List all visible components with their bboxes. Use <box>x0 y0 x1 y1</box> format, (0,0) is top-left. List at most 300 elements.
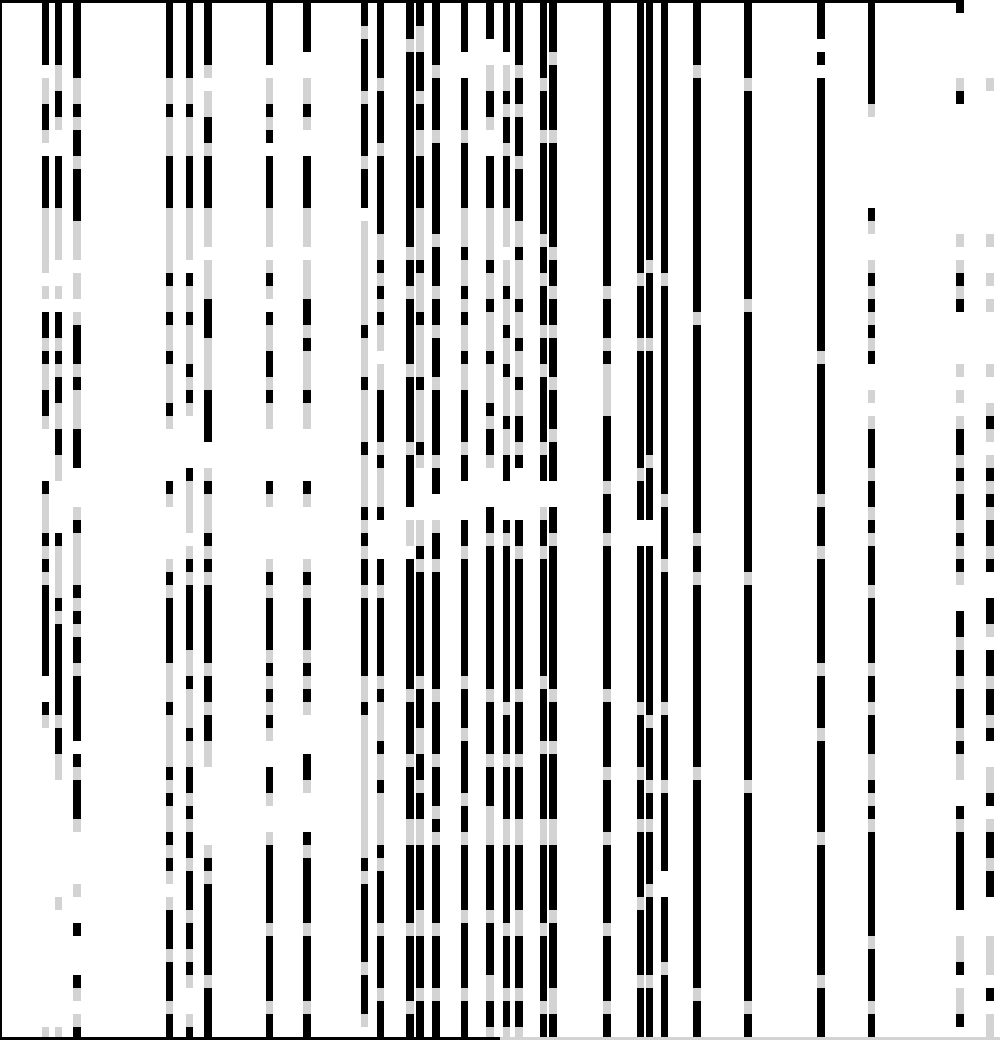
matrix-cell <box>956 247 964 260</box>
matrix-cell <box>42 572 49 585</box>
matrix-cell <box>956 494 964 520</box>
matrix-cell <box>661 273 668 286</box>
matrix-cell <box>661 962 668 975</box>
matrix-cell <box>416 676 424 689</box>
matrix-cell <box>186 312 193 325</box>
matrix-cell <box>42 351 49 364</box>
matrix-column <box>42 0 49 1040</box>
matrix-cell <box>817 559 825 650</box>
matrix-cell <box>646 468 653 520</box>
matrix-cell <box>986 520 994 546</box>
matrix-cell <box>503 767 510 819</box>
matrix-cell <box>416 312 424 325</box>
matrix-cell <box>416 260 424 273</box>
matrix-cell <box>377 845 384 858</box>
matrix-cell <box>204 338 212 390</box>
matrix-cell <box>377 312 384 325</box>
matrix-cell <box>303 325 311 338</box>
matrix-cell <box>55 546 62 598</box>
matrix-cell <box>42 390 49 416</box>
matrix-cell <box>266 793 273 806</box>
matrix-cell <box>986 312 994 364</box>
matrix-cell <box>540 1001 547 1014</box>
matrix-cell <box>540 78 547 91</box>
matrix-cell <box>515 650 523 689</box>
matrix-cell <box>986 559 994 572</box>
matrix-cell <box>486 117 494 130</box>
matrix-cell <box>377 988 384 1001</box>
matrix-cell <box>42 286 49 299</box>
matrix-cell <box>503 0 510 52</box>
matrix-cell <box>73 754 81 767</box>
matrix-cell <box>416 910 424 936</box>
matrix-cell <box>186 910 193 923</box>
matrix-cell <box>42 208 49 273</box>
matrix-cell <box>637 767 644 780</box>
matrix-cell <box>461 52 468 78</box>
matrix-cell <box>166 572 173 585</box>
matrix-cell <box>377 520 384 559</box>
matrix-cell <box>186 377 193 390</box>
matrix-cell <box>166 702 173 715</box>
matrix-cell <box>73 988 81 1001</box>
matrix-cell <box>303 260 311 299</box>
matrix-cell <box>42 481 49 494</box>
matrix-cell <box>73 897 81 923</box>
matrix-cell <box>186 923 193 949</box>
matrix-cell <box>515 169 523 208</box>
matrix-cell <box>186 676 193 689</box>
matrix-cell <box>868 715 875 754</box>
matrix-cell <box>73 273 81 299</box>
matrix-cell <box>432 377 440 390</box>
matrix-cell <box>55 351 62 364</box>
matrix-cell <box>549 533 557 546</box>
matrix-cell <box>361 520 368 533</box>
matrix-cell <box>693 533 701 546</box>
matrix-cell <box>416 546 424 559</box>
matrix-cell <box>540 832 547 845</box>
matrix-cell <box>303 845 311 858</box>
matrix-cell <box>868 598 875 650</box>
matrix-cell <box>266 663 273 676</box>
matrix-cell <box>693 650 701 767</box>
matrix-cell <box>432 325 440 338</box>
matrix-cell <box>166 325 173 351</box>
matrix-cell <box>406 650 414 689</box>
matrix-cell <box>377 507 384 520</box>
matrix-cell <box>986 91 994 208</box>
matrix-cell <box>266 130 273 143</box>
matrix-cell <box>204 78 212 91</box>
matrix-cell <box>204 442 212 468</box>
matrix-cell <box>73 676 81 741</box>
matrix-cell <box>956 273 964 286</box>
matrix-cell <box>868 546 875 585</box>
matrix-cell <box>868 273 875 286</box>
matrix-cell <box>377 0 384 78</box>
matrix-cell <box>416 390 424 416</box>
matrix-cell <box>956 91 964 104</box>
matrix-cell <box>986 975 994 988</box>
matrix-cell <box>266 702 273 715</box>
matrix-cell <box>186 975 193 988</box>
matrix-cell <box>303 117 311 130</box>
matrix-cell <box>661 559 668 572</box>
matrix-cell <box>266 728 273 741</box>
matrix-cell <box>55 403 62 429</box>
matrix-cell <box>266 559 273 572</box>
matrix-cell <box>303 793 311 832</box>
matrix-cell <box>55 299 62 312</box>
matrix-cell <box>166 364 173 403</box>
matrix-cell <box>204 481 212 494</box>
matrix-column <box>603 0 611 1040</box>
matrix-cell <box>55 156 62 208</box>
matrix-cell <box>303 689 311 702</box>
matrix-cell <box>406 299 414 364</box>
matrix-cell <box>549 0 557 52</box>
matrix-column <box>361 0 368 1040</box>
matrix-cell <box>868 1001 875 1014</box>
matrix-cell <box>204 247 212 260</box>
matrix-cell <box>416 455 424 468</box>
matrix-cell <box>744 585 752 650</box>
matrix-cell <box>744 780 752 793</box>
matrix-cell <box>986 858 994 871</box>
matrix-cell <box>646 455 653 468</box>
matrix-cell <box>515 208 523 221</box>
matrix-cell <box>486 845 494 910</box>
matrix-cell <box>986 598 994 624</box>
matrix-cell <box>956 416 964 429</box>
matrix-cell <box>432 923 440 936</box>
matrix-cell <box>817 650 825 663</box>
matrix-cell <box>361 39 368 91</box>
matrix-cell <box>461 845 468 910</box>
matrix-cell <box>486 806 494 832</box>
matrix-cell <box>377 299 384 312</box>
matrix-cell <box>515 312 523 338</box>
matrix-cell <box>204 91 212 117</box>
matrix-column <box>637 0 644 1040</box>
matrix-cell <box>515 702 523 754</box>
matrix-cell <box>486 299 494 312</box>
matrix-cell <box>637 546 644 650</box>
matrix-cell <box>55 897 62 910</box>
matrix-cell <box>186 208 193 260</box>
matrix-cell <box>461 260 468 286</box>
matrix-cell <box>637 702 644 715</box>
matrix-column <box>461 0 468 1040</box>
matrix-cell <box>42 676 49 702</box>
matrix-cell <box>166 559 173 572</box>
matrix-cell <box>377 793 384 845</box>
matrix-cell <box>503 208 510 247</box>
matrix-cell <box>956 286 964 299</box>
matrix-cell <box>416 754 424 780</box>
matrix-cell <box>986 689 994 715</box>
matrix-cell <box>486 832 494 845</box>
matrix-cell <box>540 416 547 442</box>
matrix-cell <box>693 65 701 78</box>
matrix-cell <box>817 663 825 676</box>
matrix-cell <box>73 390 81 429</box>
matrix-cell <box>186 767 193 793</box>
matrix-cell <box>377 325 384 351</box>
matrix-cell <box>166 351 173 364</box>
matrix-cell <box>986 273 994 286</box>
matrix-cell <box>377 143 384 156</box>
matrix-cell <box>986 819 994 832</box>
matrix-cell <box>646 988 653 1040</box>
matrix-cell <box>416 52 424 91</box>
matrix-cell <box>416 1001 424 1040</box>
matrix-cell <box>486 156 494 208</box>
matrix-cell <box>361 0 368 26</box>
matrix-cell <box>186 650 193 676</box>
matrix-cell <box>461 364 468 390</box>
matrix-cell <box>603 351 611 364</box>
matrix-cell <box>186 156 193 208</box>
matrix-cell <box>204 0 212 65</box>
matrix-cell <box>540 754 547 819</box>
matrix-cell <box>186 273 193 286</box>
matrix-cell <box>549 923 557 988</box>
matrix-cell <box>166 897 173 910</box>
matrix-cell <box>956 650 964 676</box>
matrix-cell <box>303 832 311 845</box>
matrix-cell <box>377 676 384 689</box>
matrix-column <box>55 0 62 1040</box>
matrix-cell <box>73 767 81 780</box>
matrix-cell <box>661 650 668 702</box>
matrix-cell <box>406 416 414 442</box>
matrix-cell <box>693 416 701 533</box>
matrix-cell <box>432 299 440 325</box>
matrix-cell <box>377 741 384 754</box>
matrix-cell <box>361 884 368 962</box>
matrix-cell <box>406 520 414 546</box>
matrix-cell <box>956 208 964 234</box>
matrix-cell <box>603 481 611 494</box>
matrix-cell <box>503 936 510 988</box>
matrix-cell <box>73 117 81 130</box>
matrix-cell <box>204 858 212 871</box>
matrix-cell <box>986 793 994 806</box>
matrix-cell <box>646 884 653 897</box>
matrix-cell <box>361 377 368 390</box>
matrix-cell <box>303 923 311 936</box>
matrix-cell <box>486 910 494 923</box>
matrix-cell <box>515 0 523 65</box>
matrix-cell <box>986 741 994 767</box>
matrix-cell <box>55 728 62 754</box>
matrix-cell <box>503 91 510 104</box>
matrix-column <box>486 0 494 1040</box>
matrix-cell <box>646 897 653 975</box>
matrix-cell <box>461 1001 468 1040</box>
matrix-cell <box>986 676 994 689</box>
matrix-cell <box>461 351 468 364</box>
matrix-cell <box>266 65 273 78</box>
matrix-cell <box>73 104 81 117</box>
matrix-cell <box>817 364 825 416</box>
matrix-cell <box>461 442 468 455</box>
matrix-cell <box>303 663 311 676</box>
matrix-column <box>266 0 273 1040</box>
matrix-cell <box>377 455 384 468</box>
matrix-cell <box>416 156 424 208</box>
matrix-cell <box>549 481 557 507</box>
matrix-column <box>817 0 825 1040</box>
matrix-cell <box>303 104 311 117</box>
matrix-cell <box>186 78 193 104</box>
matrix-cell <box>266 78 273 104</box>
matrix-cell <box>204 494 212 533</box>
matrix-cell <box>204 390 212 442</box>
matrix-cell <box>661 832 668 871</box>
matrix-cell <box>55 754 62 780</box>
matrix-cell <box>956 377 964 390</box>
matrix-cell <box>377 1001 384 1040</box>
matrix-cell <box>266 273 273 286</box>
matrix-cell <box>406 0 414 39</box>
matrix-cell <box>461 325 468 351</box>
matrix-cell <box>693 78 701 208</box>
matrix-cell <box>637 988 644 1040</box>
matrix-cell <box>432 234 440 247</box>
matrix-cell <box>986 806 994 819</box>
matrix-cell <box>549 208 557 247</box>
matrix-cell <box>868 299 875 312</box>
matrix-cell <box>361 156 368 169</box>
matrix-cell <box>266 143 273 156</box>
matrix-cell <box>266 156 273 208</box>
matrix-cell <box>540 273 547 286</box>
matrix-column <box>646 0 653 1040</box>
matrix-cell <box>540 819 547 832</box>
matrix-cell <box>986 377 994 403</box>
matrix-cell <box>637 338 644 351</box>
matrix-cell <box>416 689 424 728</box>
matrix-cell <box>432 832 440 845</box>
matrix-cell <box>503 364 510 377</box>
matrix-cell <box>186 104 193 117</box>
matrix-cell <box>266 286 273 299</box>
matrix-cell <box>361 455 368 507</box>
matrix-cell <box>186 1014 193 1027</box>
matrix-cell <box>266 585 273 598</box>
matrix-cell <box>73 520 81 533</box>
matrix-cell <box>432 819 440 832</box>
matrix-cell <box>986 442 994 455</box>
matrix-column <box>868 0 875 1040</box>
matrix-cell <box>266 299 273 312</box>
matrix-cell <box>868 390 875 403</box>
matrix-cell <box>956 689 964 728</box>
matrix-cell <box>266 351 273 377</box>
matrix-cell <box>416 0 424 26</box>
matrix-cell <box>266 507 273 559</box>
matrix-cell <box>73 221 81 260</box>
matrix-cell <box>956 728 964 741</box>
matrix-cell <box>744 91 752 208</box>
matrix-cell <box>503 819 510 832</box>
matrix-cell <box>303 676 311 689</box>
matrix-cell <box>486 468 494 507</box>
matrix-cell <box>432 689 440 702</box>
matrix-cell <box>361 442 368 455</box>
matrix-cell <box>503 52 510 65</box>
matrix-cell <box>303 78 311 104</box>
matrix-cell <box>986 897 994 936</box>
matrix-cell <box>42 546 49 559</box>
matrix-cell <box>503 520 510 533</box>
matrix-cell <box>661 416 668 494</box>
matrix-cell <box>303 247 311 260</box>
matrix-cell <box>361 338 368 377</box>
matrix-cell <box>303 403 311 429</box>
matrix-cell <box>204 533 212 546</box>
matrix-cell <box>744 1001 752 1014</box>
matrix-cell <box>204 468 212 481</box>
matrix-column <box>166 0 173 1040</box>
matrix-cell <box>540 286 547 325</box>
matrix-cell <box>73 468 81 507</box>
matrix-cell <box>461 676 468 689</box>
matrix-cell <box>361 221 368 325</box>
matrix-cell <box>603 546 611 650</box>
matrix-cell <box>361 91 368 104</box>
matrix-cell <box>817 0 825 39</box>
matrix-cell <box>303 494 311 507</box>
matrix-cell <box>55 130 62 156</box>
matrix-cell <box>42 104 49 130</box>
matrix-cell <box>377 234 384 260</box>
matrix-cell <box>693 988 701 1001</box>
matrix-cell <box>361 585 368 598</box>
matrix-cell <box>166 0 173 78</box>
matrix-cell <box>868 403 875 416</box>
matrix-cell <box>637 351 644 416</box>
matrix-cell <box>744 832 752 1001</box>
matrix-cell <box>515 910 523 936</box>
matrix-cell <box>166 793 173 806</box>
matrix-cell <box>956 806 964 819</box>
matrix-cell <box>186 117 193 156</box>
matrix-cell <box>868 780 875 793</box>
matrix-cell <box>406 377 414 416</box>
matrix-column <box>540 0 547 1040</box>
matrix-cell <box>817 507 825 546</box>
matrix-cell <box>204 975 212 988</box>
matrix-cell <box>515 559 523 650</box>
matrix-cell <box>406 702 414 754</box>
matrix-cell <box>42 416 49 429</box>
matrix-cell <box>549 650 557 689</box>
matrix-cell <box>461 481 468 520</box>
matrix-cell <box>637 780 644 819</box>
matrix-cell <box>540 247 547 273</box>
matrix-cell <box>637 910 644 975</box>
matrix-cell <box>817 832 825 845</box>
matrix-cell <box>266 325 273 351</box>
matrix-cell <box>661 897 668 962</box>
matrix-cell <box>515 338 523 351</box>
matrix-cell <box>166 1001 173 1014</box>
matrix-cell <box>661 494 668 507</box>
